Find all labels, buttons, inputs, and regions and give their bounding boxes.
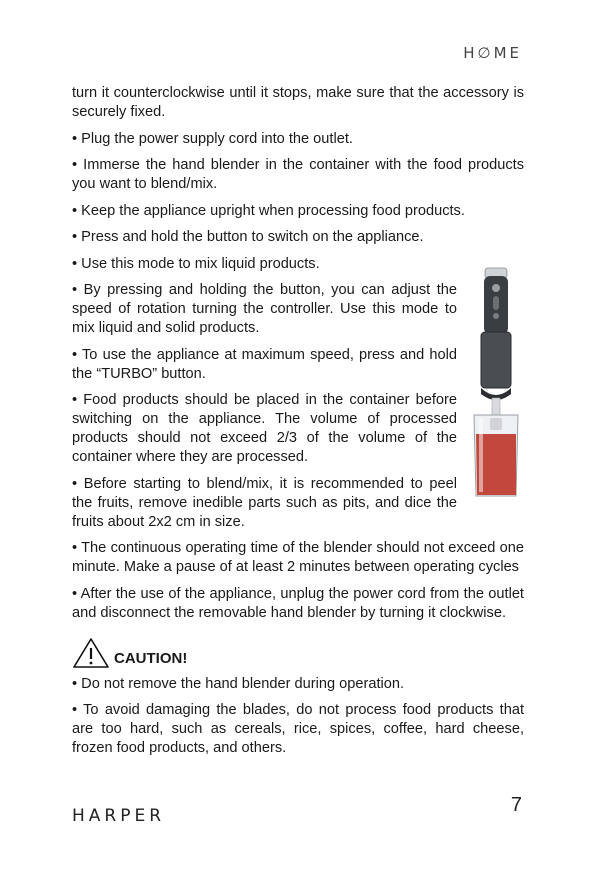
bullet-turbo: • To use the appliance at maximum speed, press and hold the “TURBO” button. — [72, 346, 457, 382]
bullet-liquid-mode: • Use this mode to mix liquid products. — [72, 255, 320, 272]
bullet-speed-control: • By pressing and holding the button, you can adjust the speed of rotation turning the controller. Use this mode to mix liquid and solid products. — [72, 282, 457, 336]
bullet-plug-cord: • Plug the power supply cord into the outlet. — [72, 130, 353, 147]
bullet-press-hold: • Press and hold the button to switch on the appliance. — [72, 229, 424, 245]
bullet-upright: • Keep the appliance upright when processing food products. — [72, 202, 465, 219]
bullet-peel-fruits: • Before starting to blend/mix, it is recommended to peel the fruits, remove inedible parts such as pits, and dice the fruits about 2x2 cm in size. — [72, 475, 457, 530]
warning-icon — [72, 637, 110, 669]
caution-heading — [72, 637, 524, 669]
bullet-operating-time: • The continuous operating time of the blender should not exceed one minute. Make a pause of at least 2 minutes between operating cycles — [72, 540, 524, 575]
bullet-after-use: • After the use of the appliance, unplug the power cord from the outlet and disconnect the removable hand blender by turning it clockwise. — [72, 585, 524, 621]
caution-item-no-remove: • Do not remove the hand blender during operation. — [72, 675, 405, 692]
hand-blender-illustration — [465, 266, 527, 498]
harper-logo — [72, 804, 184, 824]
home-logo: H∅ME — [463, 44, 522, 62]
bullet-immerse: • Immerse the hand blender in the container with the food products you want to blend/mix. — [72, 157, 524, 192]
caution-item-hard-foods: • To avoid damaging the blades, do not process food products that are too hard, such as cereals, rice, spices, coffee, hard cheese, frozen food products, and others. — [72, 702, 524, 756]
svg-text:HARPER: HARPER — [72, 806, 166, 824]
caution-title: CAUTION! — [114, 649, 188, 667]
paragraph-continuation: turn it counterclockwise until it stops, make sure that the accessory is securely fixed. — [72, 85, 524, 120]
instructions-content — [72, 84, 524, 766]
page-number: 7 — [510, 794, 522, 816]
bullet-container-volume: • Food products should be placed in the container before switching on the appliance. The volume of processed products should not exceed 2/3 of the volume of the container where they are processed. — [72, 392, 457, 465]
